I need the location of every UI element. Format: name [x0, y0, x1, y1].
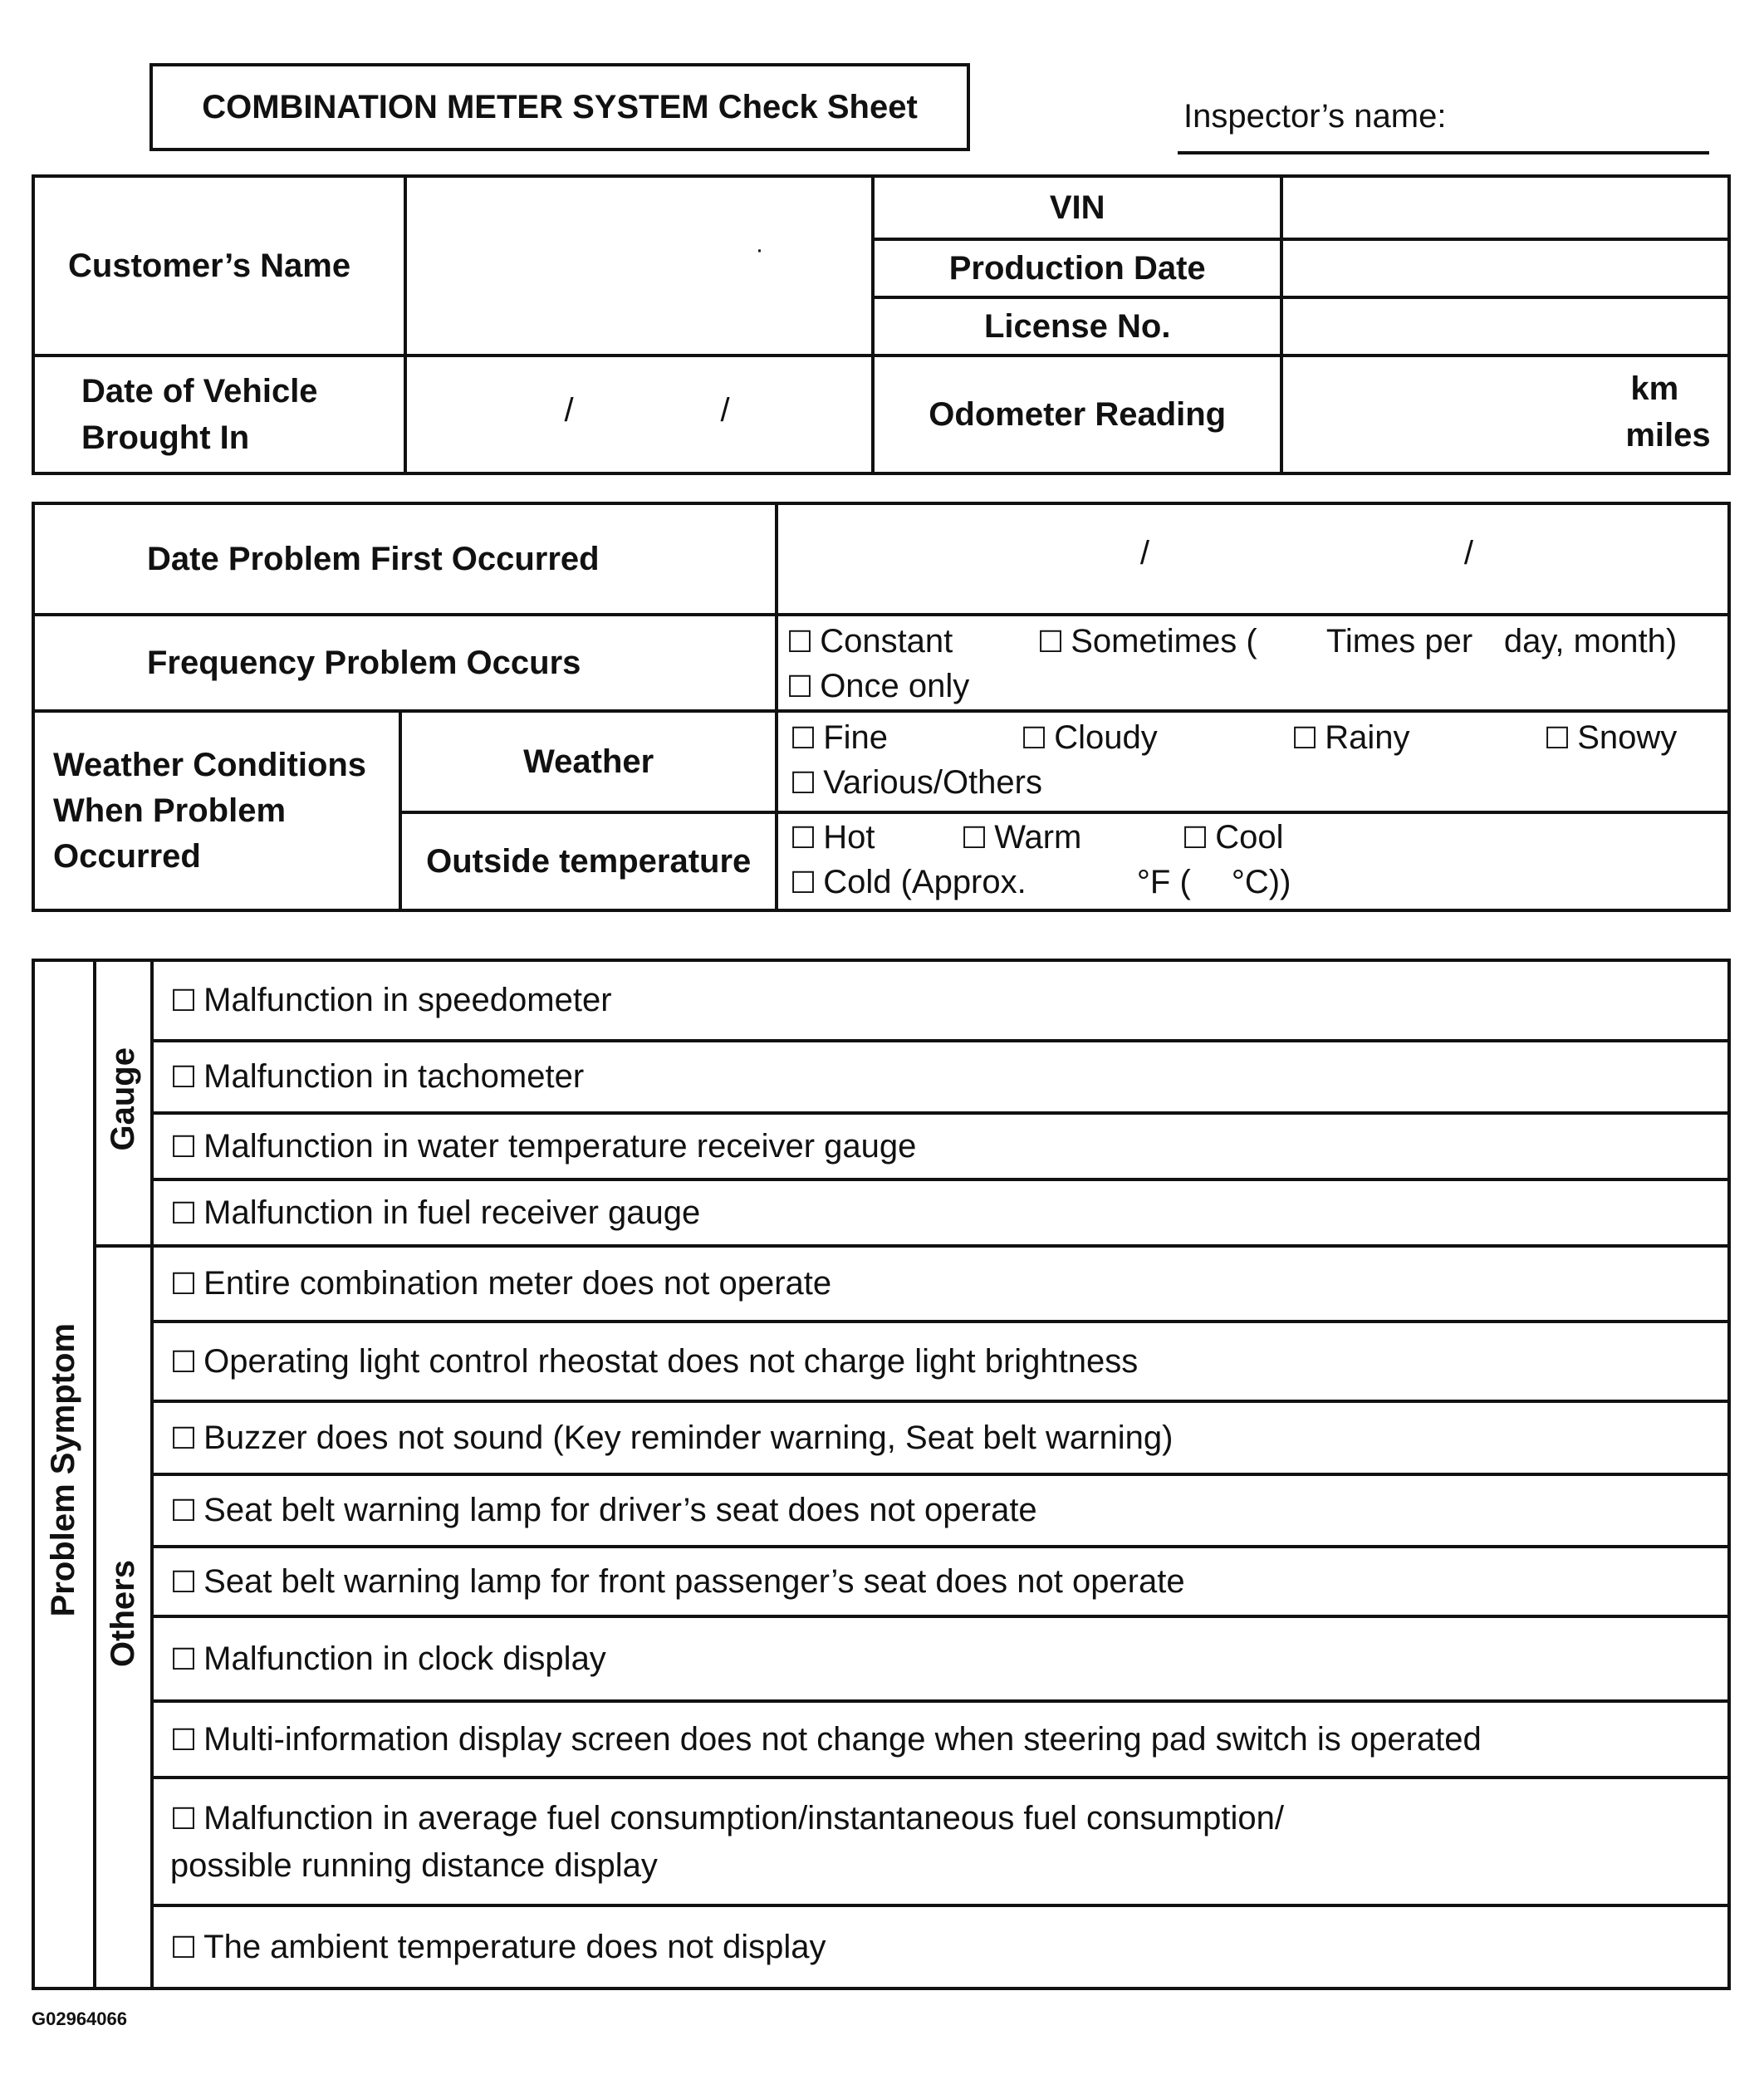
date-brought-in-field[interactable] — [405, 356, 874, 473]
frequency-option-constant[interactable] — [786, 623, 953, 660]
checkbox-icon[interactable]: ☐ — [789, 866, 817, 900]
license-label: License No. — [873, 297, 1281, 356]
checkbox-icon[interactable]: ☐ — [169, 1267, 198, 1301]
customer-name-mark: · — [755, 236, 764, 263]
checkbox-icon[interactable]: ☐ — [169, 1420, 198, 1455]
date-slash: / — [1139, 535, 1150, 571]
symptom-label: Multi-information display screen does not change when steering pad switch is operated — [203, 1720, 1482, 1758]
option-label: Cool — [1215, 819, 1284, 856]
checkbox-icon[interactable]: ☐ — [1291, 721, 1319, 755]
symptom-item[interactable] — [152, 1041, 1729, 1113]
temperature-options — [777, 812, 1729, 910]
checkbox-icon[interactable]: ☐ — [169, 1801, 198, 1836]
production-date-label: Production Date — [873, 239, 1281, 297]
symptom-item[interactable] — [152, 1179, 1729, 1246]
symptom-label: Buzzer does not sound (Key reminder warning, Seat belt warning) — [203, 1419, 1174, 1456]
option-label: Rainy — [1325, 719, 1410, 756]
checkbox-icon[interactable]: ☐ — [786, 625, 814, 659]
weather-conditions-label-line-1: Weather Conditions — [53, 746, 367, 783]
weather-conditions-label-line-2: When Problem — [53, 792, 287, 829]
option-label: Various/Others — [823, 764, 1042, 801]
checkbox-icon[interactable]: ☐ — [169, 1344, 198, 1379]
symptom-item[interactable] — [152, 1701, 1729, 1778]
symptom-label: Seat belt warning lamp for front passenger’s seat does not operate — [203, 1562, 1185, 1600]
weather-conditions-label-line-3: Occurred — [53, 837, 201, 875]
problem-symptom-table — [32, 959, 1731, 1990]
checkbox-icon[interactable]: ☐ — [169, 1493, 198, 1528]
outside-temperature-label: Outside temperature — [400, 812, 776, 910]
symptom-label: Entire combination meter does not operate — [203, 1265, 832, 1302]
problem-symptom-label: Problem Symptom — [45, 1323, 82, 1617]
vin-field[interactable] — [1281, 176, 1729, 239]
figure-id: G02964066 — [32, 2008, 127, 2029]
date-slash: / — [564, 392, 574, 429]
symptom-item[interactable] — [152, 1778, 1729, 1905]
checkbox-icon[interactable]: ☐ — [786, 669, 814, 704]
option-label: Once only — [820, 668, 970, 704]
symptom-label: Malfunction in speedometer — [203, 982, 612, 1018]
odometer-label: Odometer Reading — [873, 356, 1281, 473]
temperature-option-hot[interactable] — [790, 819, 875, 856]
symptom-label: Seat belt warning lamp for driver’s seat does not operate — [203, 1492, 1037, 1528]
day-month-label: day, month) — [1503, 623, 1678, 660]
customer-name-field[interactable] — [405, 176, 874, 356]
date-brought-in-label-line-1: Date of Vehicle — [81, 373, 318, 409]
conditions-table — [32, 502, 1731, 912]
symptom-item[interactable] — [152, 1616, 1729, 1701]
vin-label: VIN — [873, 176, 1281, 239]
weather-options — [777, 711, 1729, 812]
temperature-option-warm[interactable] — [961, 819, 1081, 856]
weather-option-snowy[interactable] — [1544, 719, 1677, 757]
option-label: Snowy — [1577, 719, 1678, 756]
symptom-label: Malfunction in water temperature receiver gauge — [203, 1127, 917, 1165]
production-date-field[interactable] — [1281, 239, 1729, 297]
option-label: Cloudy — [1054, 719, 1158, 756]
checkbox-icon[interactable]: ☐ — [169, 1564, 198, 1599]
option-label: Fine — [823, 719, 888, 756]
checkbox-icon[interactable]: ☐ — [1543, 721, 1571, 755]
checkbox-icon[interactable]: ☐ — [169, 1722, 198, 1757]
symptom-item[interactable] — [152, 1322, 1729, 1401]
checkbox-icon[interactable]: ☐ — [1020, 721, 1048, 755]
symptom-item[interactable] — [152, 1474, 1729, 1547]
weather-label: Weather — [400, 711, 776, 812]
weather-option-rainy[interactable] — [1291, 719, 1410, 757]
option-label: Constant — [820, 623, 953, 660]
inspector-name-field[interactable] — [1178, 151, 1709, 154]
symptom-label: Malfunction in tachometer — [203, 1058, 585, 1095]
option-label: Cold (Approx. — [823, 864, 1027, 900]
gauge-group — [95, 960, 152, 1246]
option-label: Warm — [994, 819, 1082, 856]
problem-symptom-group — [33, 960, 95, 1988]
option-label: Sometimes ( — [1071, 623, 1257, 660]
option-label: Hot — [823, 819, 875, 856]
date-slash: / — [720, 392, 730, 429]
temperature-option-cool[interactable] — [1182, 819, 1284, 856]
vehicle-info-table — [32, 174, 1731, 475]
checkbox-icon[interactable]: ☐ — [169, 1195, 198, 1230]
date-brought-in-label-line-2: Brought In — [81, 419, 250, 456]
symptom-item[interactable] — [152, 1905, 1729, 1988]
date-slash: / — [1463, 535, 1474, 571]
symptom-item[interactable] — [152, 1547, 1729, 1616]
checkbox-icon[interactable]: ☐ — [1036, 625, 1065, 659]
symptom-label: Malfunction in average fuel consumption/instantaneous fuel consumption/ — [203, 1799, 1284, 1836]
symptom-label: The ambient temperature does not display — [203, 1928, 826, 1965]
weather-option-cloudy[interactable] — [1021, 719, 1158, 757]
frequency-option-once-only[interactable] — [786, 668, 969, 705]
weather-option-various[interactable] — [790, 764, 1042, 802]
first-occurred-label: Date Problem First Occurred — [33, 503, 777, 615]
checkbox-icon[interactable]: ☐ — [960, 821, 988, 855]
symptom-item[interactable] — [152, 1113, 1729, 1179]
checkbox-icon[interactable]: ☐ — [789, 721, 817, 755]
odometer-unit-km: km — [1630, 370, 1679, 407]
celsius-label: °C)) — [1231, 864, 1291, 900]
check-sheet-title: COMBINATION METER SYSTEM Check Sheet — [149, 63, 970, 151]
date-brought-in-label — [33, 356, 405, 473]
checkbox-icon[interactable]: ☐ — [169, 1641, 198, 1676]
symptom-label: Malfunction in fuel receiver gauge — [203, 1194, 701, 1231]
weather-option-fine[interactable] — [790, 719, 888, 757]
symptom-item[interactable] — [152, 960, 1729, 1041]
temperature-option-cold[interactable] — [790, 864, 1027, 901]
checkbox-icon[interactable]: ☐ — [1181, 821, 1209, 855]
checkbox-icon[interactable]: ☐ — [169, 1129, 198, 1164]
checkbox-icon[interactable]: ☐ — [169, 1060, 198, 1094]
customer-name-label: Customer’s Name — [33, 176, 405, 356]
first-occurred-field[interactable] — [777, 503, 1729, 615]
odometer-unit-miles: miles — [1625, 417, 1711, 454]
times-per-label: Times per — [1325, 623, 1473, 660]
checkbox-icon[interactable]: ☐ — [169, 1930, 198, 1964]
license-field[interactable] — [1281, 297, 1729, 356]
checkbox-icon[interactable]: ☐ — [789, 821, 817, 855]
others-group — [95, 1246, 152, 1988]
frequency-options — [777, 615, 1729, 711]
checkbox-icon[interactable]: ☐ — [789, 766, 817, 800]
symptom-label: Malfunction in clock display — [203, 1640, 606, 1677]
frequency-option-sometimes[interactable] — [1037, 623, 1257, 660]
gauge-label: Gauge — [104, 1047, 141, 1151]
inspector-name-label: Inspector’s name: — [1183, 98, 1447, 135]
symptom-label: Operating light control rheostat does not charge light brightness — [203, 1342, 1139, 1380]
checkbox-icon[interactable]: ☐ — [169, 983, 198, 1018]
others-label: Others — [104, 1559, 141, 1667]
symptom-item[interactable] — [152, 1246, 1729, 1322]
fahrenheit-label: °F ( — [1136, 864, 1191, 900]
odometer-field[interactable] — [1281, 356, 1729, 473]
symptom-label-continued: possible running distance display — [169, 1846, 658, 1884]
symptom-item[interactable] — [152, 1401, 1729, 1474]
frequency-label: Frequency Problem Occurs — [33, 615, 777, 711]
weather-conditions-label — [33, 711, 400, 910]
